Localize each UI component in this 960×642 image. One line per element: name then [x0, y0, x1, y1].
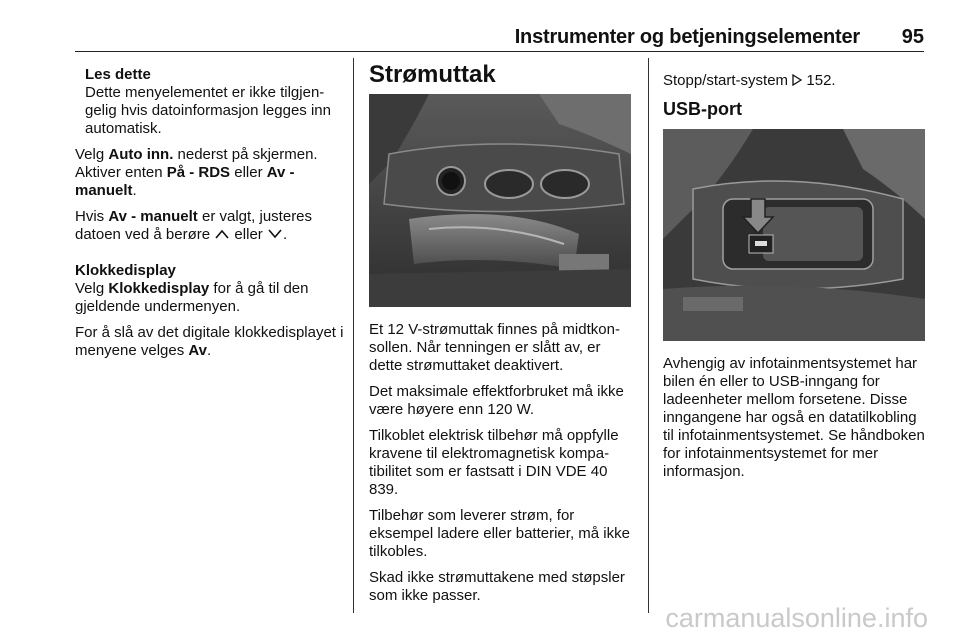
column-3 [663, 72, 929, 489]
paragraph-outlet-info: Et 12 V-strømuttak finnes på midtkonsollen. Når tenningen er slått av, er dette strømuttaket deaktivert. [369, 321, 620, 374]
usb-port-photo [663, 129, 925, 341]
paragraph-emc: Tilkoblet elektrisk tilbehør må oppfylle kravene til elektromagnetisk kompatibilitet som er fastsatt i DIN VDE 40 839. [369, 427, 619, 498]
page-header-title: Instrumenter og betjeningselementer [514, 26, 860, 48]
chevron-down-icon [267, 228, 283, 240]
paragraph-usb-info: Avhengig av infotainmentsystemet har bilen én eller to USB-inngang for ladeenheter mellom forsetene. Disse inngangene har også en datatilkobling til infotainmentsystemet. Se håndboken for infotainmentsystemet for mer informasjon. [663, 355, 925, 480]
menu-term: Av - manuelt [108, 208, 198, 225]
text-run: er valgt, justeres datoen ved å berøre [75, 208, 313, 243]
note-text: Dette menyelementet er ikke tilgjengelig hvis datoinformasjon legges inn automatisk. [85, 84, 331, 137]
section-heading-power-outlet: Strømuttak [369, 61, 496, 88]
chevron-up-icon [214, 228, 230, 240]
text-run: For å slå av det digitale klokkedisplayet i menyene velges [75, 324, 344, 359]
text-run: Hvis [75, 208, 109, 225]
menu-term: Av - manuelt [75, 164, 295, 199]
header-rule [75, 51, 924, 52]
page-number: 95 [901, 26, 924, 48]
paragraph-clock-off [75, 324, 345, 360]
column-2 [369, 61, 637, 613]
clock-heading: Klokkedisplay [75, 262, 176, 279]
reference-stop-start [663, 72, 929, 90]
menu-term: Klokkedisplay [108, 280, 210, 297]
text-run: . [282, 226, 288, 243]
menu-term: På - RDS [166, 164, 231, 181]
text-run: . [132, 182, 137, 199]
text-run: eller [230, 164, 267, 181]
column-divider-right [648, 58, 649, 613]
power-outlet-photo [369, 94, 631, 307]
text-run: Stopp/start-system [663, 72, 793, 89]
paragraph-clock-display [75, 280, 345, 316]
menu-term: Av [188, 342, 208, 359]
watermark: carmanualsonline.info [665, 603, 928, 633]
text-run: for å gå til den gjeldende undermenyen. [75, 280, 309, 315]
text-run: nederst på skjermen. Aktiver enten [75, 146, 318, 181]
paragraph-auto-inn [75, 146, 345, 200]
text-run: eller [230, 226, 267, 243]
text-run: . [207, 342, 212, 359]
note-block [75, 66, 345, 138]
paragraph-plug-warning: Skad ikke strømuttakene med støpsler som ikke passer. [369, 569, 625, 604]
text-run: Velg [75, 146, 109, 163]
paragraph-no-chargers: Tilbehør som leverer strøm, for eksempel ladere eller batterier, må ikke tilkobles. [369, 507, 630, 560]
page-reference-arrow-icon [792, 74, 802, 86]
section-heading-usb-port: USB-port [663, 99, 742, 119]
text-run: 152. [802, 72, 836, 89]
paragraph-manual-date [75, 208, 345, 244]
menu-term: Auto inn. [108, 146, 174, 163]
column-1 [75, 66, 345, 368]
column-divider-left [353, 58, 354, 613]
note-title: Les dette [85, 66, 151, 83]
text-run: Velg [75, 280, 109, 297]
paragraph-max-power: Det maksimale effektforbruket må ikke være høyere enn 120 W. [369, 383, 624, 418]
